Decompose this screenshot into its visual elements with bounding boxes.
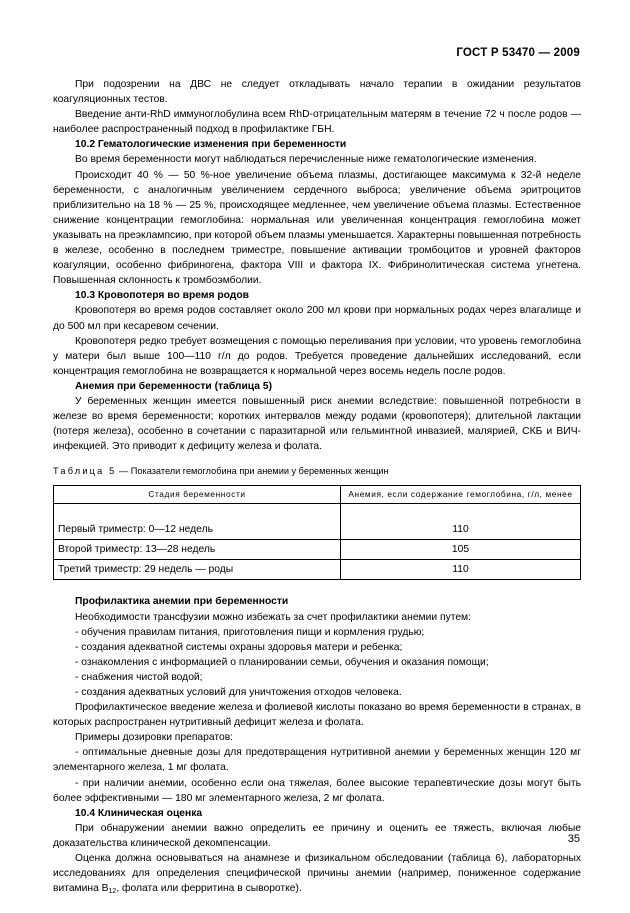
table-row — [54, 504, 581, 540]
text-fragment: Оценка должна основываться на анамнезе и физикальном обследовании (таблица 6), лабораторных исследованиях для определения специфической причины анемии (например, пониженное содержание витамина В — [53, 853, 581, 895]
table-cell: Первый триместр: 0—12 недель — [54, 504, 341, 540]
paragraph: - при наличии анемии, особенно если она тяжелая, более высокие терапевтические дозы могут быть более эффективными — 180 мг элементарного железа, 2 мг фолата. — [53, 777, 581, 804]
paragraph: У беременных женщин имеется повышенный риск анемии вследствие: повышенной потребности в железе во время беременности; коротких интервалов между родами (кровопотеря); длительной лактации (потеря железа), особенно в сочетании с паразитарной или гельминтной инвазией, малярией, СКБ и ВИЧ-инфекцией. Это приводит к дефициту железа и фолата. — [53, 395, 581, 453]
column-header: Анемия, если содержание гемоглобина, г/л, менее — [341, 486, 581, 504]
paragraph: Профилактическое введение железа и фолиевой кислоты показано во время беременности в странах, в которых распространен нутритивный дефицит железа и фолата. — [53, 702, 581, 729]
table-caption — [53, 464, 581, 479]
table-cell: Второй триместр: 13—28 недель — [54, 540, 341, 560]
table-cell: 110 — [341, 504, 581, 540]
list-item: - обучения правилам питания, приготовления пищи и кормления грудью; — [75, 626, 425, 638]
page-number: 35 — [567, 833, 580, 845]
paragraph: При подозрении на ДВС не следует откладывать начало терапии в ожидании результатов коагуляционных тестов. — [53, 79, 581, 106]
subscript: 12 — [108, 888, 117, 896]
table-cell: 105 — [341, 540, 581, 560]
hemoglobin-table — [53, 485, 581, 580]
section-heading: Профилактика анемии при беременности — [75, 596, 289, 608]
paragraph: Необходимости трансфузии можно избежать за счет профилактики анемии путем: — [75, 611, 471, 623]
list-item: - ознакомления с информацией о планировании семьи, обучения и оказания помощи; — [75, 656, 489, 668]
section-heading: 10.4 Клиническая оценка — [75, 807, 203, 819]
paragraph — [53, 851, 581, 896]
paragraph: Введение анти-RhD иммуноглобулина всем RhD-отрицательным матерям в течение 72 ч после родов — наиболее распространенный подход в профилактике ГБН. — [53, 109, 581, 136]
table-header-row — [54, 486, 581, 504]
table-caption-text: — Показатели гемоглобина при анемии у беременных женщин — [116, 466, 389, 477]
list-item: - создания адекватной системы охраны здоровья матери и ребенка; — [75, 641, 403, 653]
paragraph: Кровопотеря редко требует возмещения с помощью переливания при условии, что уровень гемоглобина у матери был выше 100—110 г/л до родов. Требуется проведение дальнейших исследований, если концентрация гемоглобина не возвращается к нормальной через восемь недель после родов. — [53, 335, 581, 377]
list-item: - снабжения чистой водой; — [75, 671, 203, 683]
table-row — [54, 560, 581, 580]
paragraph: Происходит 40 % — 50 %-ное увеличение объема плазмы, достигающее максимума к 32-й неделе беременности, с аналогичным увеличением сердечного выброса; увеличение объема эритроцитов приблизительно на 18 % — 25 %, происходящее медленнее, чем увеличение объема плазмы. Естественное снижение концентрации гемоглобина: нормальная или увеличенная концентрация гемоглобина может указывать на преэклампсию, при которой объем плазмы уменьшается. Характерны повышенная потребность в железе, особенно в последнем триместре, повышение активации тромбоцитов и уровней факторов коагуляции, особенно фибриногена, фактора VIII и фактора IX. Фибринолитическая система угнетена. Повышенная склонность к тромбоэмболии. — [53, 169, 581, 287]
paragraph: Во время беременности могут наблюдаться перечисленные ниже гематологические изменения. — [75, 154, 537, 166]
section-heading: Анемия при беременности (таблица 5) — [75, 380, 272, 392]
list-item: - создания адекватных условий для уничтожения отходов человека. — [75, 687, 402, 698]
table-cell: 110 — [341, 560, 581, 580]
document-body — [53, 77, 581, 896]
table-row — [54, 540, 581, 560]
paragraph: При обнаружении анемии важно определить ее причину и оценить ее тяжесть, включая любые доказательства клинической декомпенсации. — [53, 822, 581, 849]
document-code-header: ГОСТ Р 53470 — 2009 — [456, 47, 580, 59]
column-header: Стадия беременности — [54, 486, 341, 504]
text-fragment: , фолата или ферритина в сыворотке). — [116, 883, 302, 895]
section-heading: 10.3 Кровопотеря во время родов — [75, 290, 249, 302]
table-caption-label: Таблица 5 — [53, 466, 117, 477]
section-heading: 10.2 Гематологические изменения при беременности — [75, 139, 347, 151]
paragraph: - оптимальные дневные дозы для предотвращения нутритивной анемии у беременных женщин 120 мг элементарного железа, 1 мг фолата. — [53, 747, 581, 774]
paragraph: Примеры дозировки препаратов: — [75, 732, 234, 744]
paragraph: Кровопотеря во время родов составляет около 200 мл крови при нормальных родах через влагалище и до 500 мл при кесаревом сечении. — [53, 305, 581, 332]
table-cell: Третий триместр: 29 недель — роды — [54, 560, 341, 580]
